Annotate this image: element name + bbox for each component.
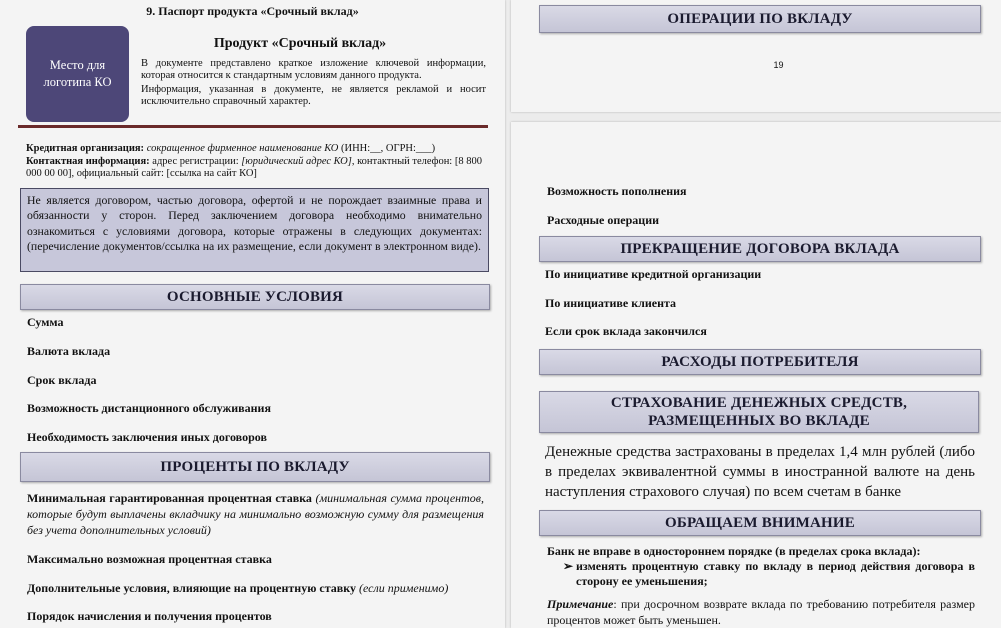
condition-remote-service: Возможность дистанционного обслуживания (27, 401, 271, 415)
org-value: сокращенное фирменное наименование КО (146, 143, 339, 154)
condition-term: Срок вклада (27, 373, 97, 387)
termination-client: По инициативе клиента (545, 296, 677, 310)
product-title: Продукт «Срочный вклад» (213, 36, 387, 51)
contact-address: [юридический адрес КО] (241, 156, 352, 167)
logo-text-line2: логотипа КО (43, 75, 112, 89)
extra-conditions-label: Дополнительные условия, влияющие на процентную ставку (27, 581, 356, 595)
operations-header: ОПЕРАЦИИ ПО ВКЛАДУ (539, 5, 981, 33)
insurance-header: СТРАХОВАНИЕ ДЕНЕЖНЫХ СРЕДСТВ, РАЗМЕЩЕННЫХ ВО ВКЛАДЕ (539, 391, 979, 433)
max-rate-label: Максимально возможная процентная ставка (27, 552, 272, 566)
condition-currency: Валюта вклада (27, 344, 111, 358)
op-replenishment: Возможность пополнения (547, 184, 687, 198)
contact-label: Контактная информация: (26, 156, 150, 167)
min-rate-label: Минимальная гарантированная процентная ставка (27, 491, 312, 505)
bullet-text: изменять процентную ставку по вкладу в период действия договора в сторону ее уменьшения; (576, 559, 975, 588)
bullet-arrow-icon: ➢ (563, 559, 574, 573)
min-rate-block (27, 490, 484, 538)
attention-text: Банк не вправе в одностороннем порядке (в пределах срока вклада): (547, 544, 921, 558)
condition-other-contracts: Необходимость заключения иных договоров (27, 430, 267, 444)
contact-text-1: адрес регистрации: (152, 156, 239, 167)
note (547, 596, 975, 628)
accrual-label: Порядок начисления и получения процентов (27, 609, 272, 623)
bullet-item (563, 559, 975, 589)
intro-text-2: Информация, указанная в документе, не является рекламой и носит исключительно справочный характер. (141, 84, 486, 107)
contact-info (26, 156, 486, 180)
intro-text-1: В документе представлено краткое изложение ключевой информации, которая относится к стандартным условиям данного продукта. (141, 58, 486, 81)
contact-text-2: , контактный телефон: [8 800 000 00 00], официальный сайт: [ссылка на сайт КО] (26, 156, 482, 179)
org-ids: (ИНН:__, ОГРН:___) (341, 143, 436, 154)
termination-expiry: Если срок вклада закончился (545, 324, 707, 338)
termination-bank: По инициативе кредитной организации (545, 267, 762, 281)
min-rate-note: (минимальная сумма процентов, которые будут выплачены вкладчику на минимально возможную сумму для размещения без учета дополнительных условий) (27, 491, 485, 537)
logo-text-line1: Место для (49, 58, 106, 72)
logo-placeholder (26, 26, 129, 122)
attention-header: ОБРАЩАЕМ ВНИМАНИЕ (539, 510, 981, 536)
op-withdrawal: Расходные операции (547, 213, 660, 227)
org-label: Кредитная организация: (26, 143, 145, 154)
right-page-top (511, 0, 1001, 112)
note-label: Примечание (547, 597, 614, 611)
notice-text: Не является договором, частью договора, офертой и не порождает взаимные права и обязанности у сторон. Перед заключением договора необходимо внимательно ознакомиться с условиями договора, которые отражены в следующих документах: (перечисление документов/ссылка на их размещение, если документ в электронном виде). (27, 193, 482, 253)
notice-box (20, 188, 489, 272)
condition-amount: Сумма (27, 315, 64, 329)
page-number: 19 (773, 60, 784, 70)
interest-header: ПРОЦЕНТЫ ПО ВКЛАДУ (20, 452, 490, 482)
extra-conditions (27, 581, 448, 596)
insurance-text: Денежные средства застрахованы в пределах 1,4 млн рублей (либо в пределах эквивалентной суммы в иностранной валюте на день наступления страхового случая) по всем счетам в банке (545, 444, 975, 500)
org-info (26, 143, 486, 155)
main-conditions-header: ОСНОВНЫЕ УСЛОВИЯ (20, 284, 490, 310)
note-text: : при досрочном возврате вклада по требованию потребителя размер процентов может быть уменьшен. (547, 597, 975, 627)
expenses-header: РАСХОДЫ ПОТРЕБИТЕЛЯ (539, 349, 981, 375)
extra-conditions-note: (если применимо) (359, 581, 449, 595)
right-page-bottom (511, 122, 1001, 628)
termination-header: ПРЕКРАЩЕНИЕ ДОГОВОРА ВКЛАДА (539, 236, 981, 262)
header-divider (18, 125, 488, 128)
document-title: 9. Паспорт продукта «Срочный вклад» (146, 4, 359, 18)
